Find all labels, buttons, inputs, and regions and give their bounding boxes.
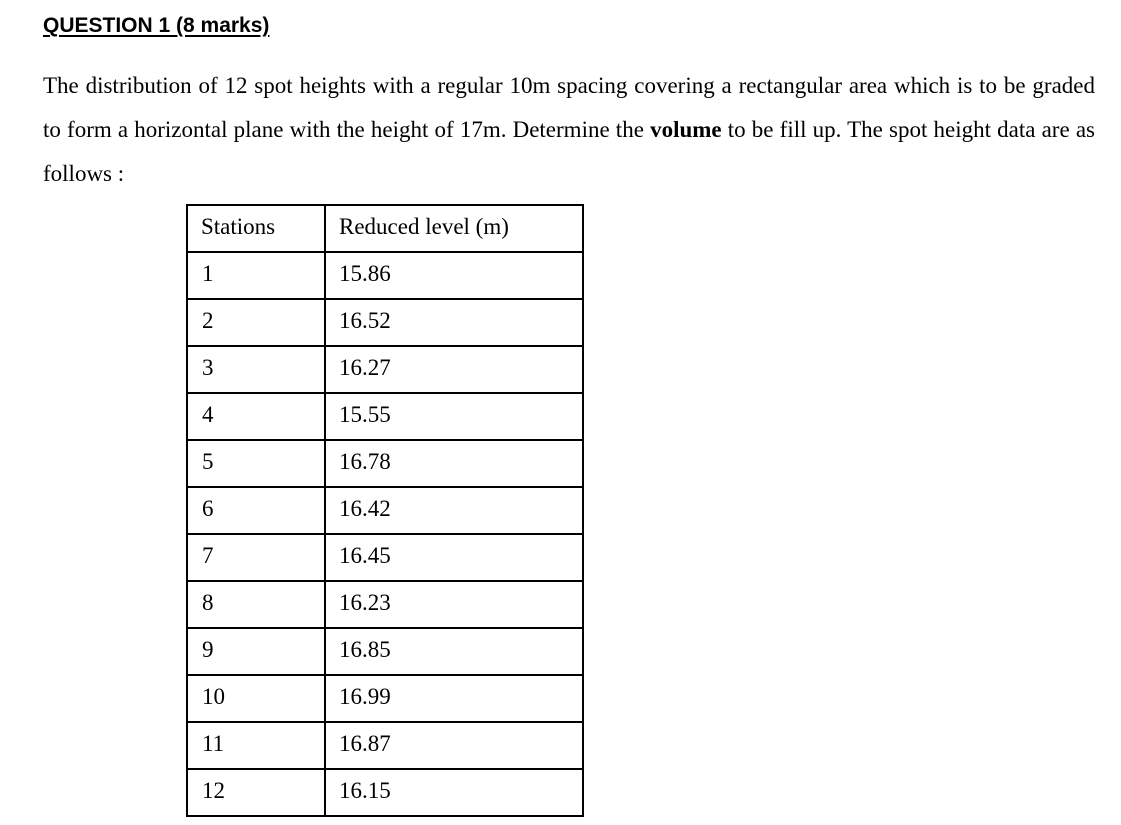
table-row xyxy=(187,487,583,534)
reduced-level-cell: 16.27 xyxy=(325,346,583,393)
table-row xyxy=(187,581,583,628)
reduced-level-cell: 16.85 xyxy=(325,628,583,675)
question-text-bold: volume xyxy=(650,117,722,142)
reduced-level-cell: 16.87 xyxy=(325,722,583,769)
station-cell: 7 xyxy=(187,534,325,581)
question-text-part2: to be fill up. The spot height data are as follows : xyxy=(43,117,1095,186)
header-stations: Stations xyxy=(187,205,325,252)
question-text-part1: The distribution of 12 spot heights with a regular 10m spacing covering a rectangular area which is to be graded to form a horizontal plane with the height of 17m. Determine the xyxy=(43,73,1095,142)
station-cell: 11 xyxy=(187,722,325,769)
station-cell: 2 xyxy=(187,299,325,346)
station-cell: 1 xyxy=(187,252,325,299)
header-reduced-level: Reduced level (m) xyxy=(325,205,583,252)
table-row xyxy=(187,440,583,487)
station-cell: 5 xyxy=(187,440,325,487)
station-cell: 10 xyxy=(187,675,325,722)
table-row xyxy=(187,628,583,675)
question-text xyxy=(43,64,1095,196)
reduced-level-cell: 16.52 xyxy=(325,299,583,346)
table-row xyxy=(187,252,583,299)
table-row xyxy=(187,722,583,769)
reduced-level-cell: 15.86 xyxy=(325,252,583,299)
table-row xyxy=(187,675,583,722)
table-row xyxy=(187,769,583,816)
table-row xyxy=(187,534,583,581)
table-row xyxy=(187,393,583,440)
reduced-level-cell: 16.99 xyxy=(325,675,583,722)
reduced-level-cell: 16.45 xyxy=(325,534,583,581)
reduced-level-cell: 16.15 xyxy=(325,769,583,816)
table-row xyxy=(187,346,583,393)
reduced-level-cell: 16.78 xyxy=(325,440,583,487)
station-cell: 8 xyxy=(187,581,325,628)
table-header-row xyxy=(187,205,583,252)
table-row xyxy=(187,299,583,346)
question-heading: QUESTION 1 (8 marks) xyxy=(43,14,270,37)
station-cell: 4 xyxy=(187,393,325,440)
station-cell: 9 xyxy=(187,628,325,675)
station-cell: 12 xyxy=(187,769,325,816)
spot-height-table xyxy=(186,204,584,817)
station-cell: 3 xyxy=(187,346,325,393)
reduced-level-cell: 16.42 xyxy=(325,487,583,534)
station-cell: 6 xyxy=(187,487,325,534)
reduced-level-cell: 15.55 xyxy=(325,393,583,440)
reduced-level-cell: 16.23 xyxy=(325,581,583,628)
